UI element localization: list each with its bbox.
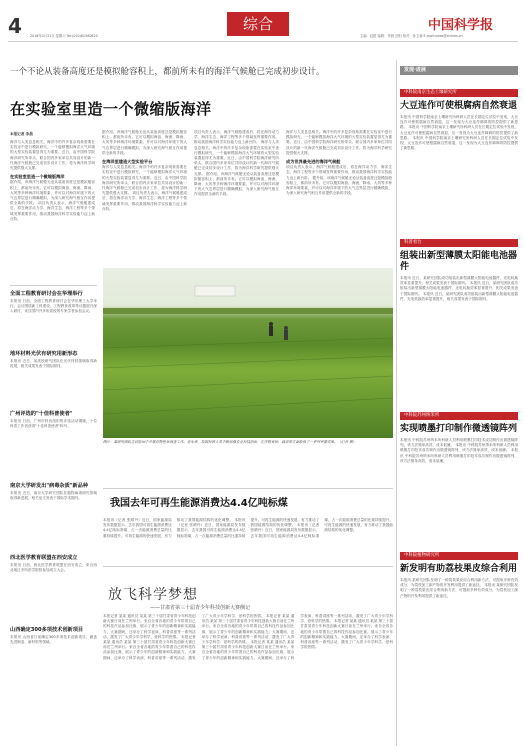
main-col-4: 海洋与人类息息相关。海洋中的许多复杂现象需要在实验室中进行模拟研究，一个能够模拟海洋大气环境的大型实验装置显得尤为重要。近日，由中国科学院海洋研究所牵头，联合国内多家单位共同设计的新一代海洋气候舱已完成初步设计工作，将为海洋科学研究提供强大支撑。 成为世界最先进的海洋气候舱 项目负责人表示，海洋气候舱建成后，将在海洋动力学、海洋生态、海洋工程等多个领域发挥重要作用，推动我国海洋科学实验能力迈上新台阶。 据介绍，该海洋气候舱无论从装备高度还是模拟舱容积上，都前所未有。它可以模拟海浪、海流、降雨、大风等多种海洋环境要素，并可以对海洋环境下的大气边界层进行精确模拟，为深入研究海气相互作用提供全新的手段。 bbox=[286, 130, 392, 196]
field-photo-scene bbox=[103, 268, 393, 438]
brief-text-1: 本报讯 日前，全面工程教育研讨会在华东理工大学举行。会议围绕新工科建设、工程教育改革等议题展开深入研讨，来自国内外多所高校的专家学者参加会议。 bbox=[10, 299, 97, 314]
main-article-author: 本报记者 李晨 bbox=[10, 132, 33, 136]
brief-text-5: 本报讯 日前，西北医学教育联盟在西安成立，来自西北地区多所医学院校参加成立大会。 bbox=[10, 563, 97, 573]
editor-line: 主编：赵路 编辑：李晨 岳阳 校对：孙玉蓉 E-mail:news@stimes.cn bbox=[360, 34, 463, 38]
main-subhead-2: 在海洋里建造大型实验平台 bbox=[102, 159, 153, 165]
brief-heading-3: 广州评选的"十佳科普使者" bbox=[10, 411, 73, 417]
bottom-divider bbox=[103, 566, 393, 567]
left-divider bbox=[10, 285, 97, 286]
header-divider bbox=[8, 41, 518, 42]
tree-line bbox=[103, 308, 393, 314]
item3-title: 实现喷墨打印制作微透镜阵列 bbox=[400, 424, 518, 434]
mid-article-body: 本报讯（记者 张晴丹）近日，国家能源局发布数据显示，去年我国可再生能源消费达4.4亿吨标准煤，占一次能源消费总量的比重持续提升。可再生能源的快速发展，有力推动了我国能源结构的优化调整。 本报讯（记者 张晴丹）近日，国家能源局发布数据显示，去年我国可再生能源消费达4.4亿吨标准煤，占一次能源消费总量的比重持续提升。可再生能源的快速发展，有力推动了我国能源结构的优化调整。 本报讯（记者 张晴丹）近日，国家能源局发布数据显示，去年我国可再生能源消费达4.4亿吨标准煤，占一次能源消费总量的比重持续提升。可再生能源的快速发展，有力推动了我国能源结构的优化调整。 bbox=[103, 518, 393, 538]
bottom-article-body: 本报记者 某某 通讯员 某某 第三十届甘肃省青少年科技创新大赛日前在兰州举行。来自全省各地的青少年带着自己的科技作品参加比赛，展示了青少年的创新精神和实践能力。大赛期间，还举办了科学表演、科普讲座等一系列活动，激发了广大青少年学科学、爱科学的热情。 本报记者 某某 通讯员 某某 第三十届甘肃省青少年科技创新大赛日前在兰州举行。来自全省各地的青少年带着自己的科技作品参加比赛，展示了青少年的创新精神和实践能力。大赛期间，还举办了科学表演、科普讲座等一系列活动，激发了广大青少年学科学、爱科学的热情。 本报记者 某某 通讯员 某某 第三十届甘肃省青少年科技创新大赛日前在兰州举行。来自全省各地的青少年带着自己的科技作品参加比赛，展示了青少年的创新精神和实践能力。大赛期间，还举办了科学表演、科普讲座等一系列活动，激发了广大青少年学科学、爱科学的热情。 本报记者 某某 通讯员 某某 第三十届甘肃省青少年科技创新大赛日前在兰州举行。来自全省各地的青少年带着自己的科技作品参加比赛，展示了青少年的创新精神和实践能力。大赛期间，还举办了科学表演、科普讲座等一系列活动，激发了广大青少年学科学、爱科学的热情。 本报记者 某某 通讯员 某某 第三十届甘肃省青少年科技创新大赛日前在兰州举行。来自全省各地的青少年带着自己的科技作品参加比赛，展示了青少年的创新精神和实践能力。大赛期间，还举办了科学表演、科普讲座等一系列活动，激发了广大青少年学科学、爱科学的热情。 bbox=[103, 614, 393, 660]
item4-body: 本报讯 某研究团队发明了一种荔枝果皮综合利用新方法，可提取多种有效成分，为荔枝加工副产物的开发利用提供了新途径。 本报讯 某研究团队发明了一种荔枝果皮综合利用新方法，可提取多种有效成分，为荔枝加工副产物的开发利用提供了新途径。 bbox=[400, 578, 518, 598]
item4-tag: 中科院植物研究所 bbox=[400, 552, 518, 560]
item2-title: 组装出新型薄膜太阳能电池器件 bbox=[400, 251, 518, 272]
date-line: 2018年4月21日 星期六 Tel:(010)62580620 bbox=[30, 34, 98, 38]
bottom-article-title: 放飞科学梦想 bbox=[108, 587, 198, 603]
brief-heading-2: 地环材料光伏有研究用新形态 bbox=[10, 351, 78, 357]
brief-text-3: 本报讯 日前，广州市科协组织的评选活动揭晓，十位科普工作者获得"十佳科普使者"称号。 bbox=[10, 419, 97, 429]
brief-heading-1: 全面工程教育研讨会在华理举行 bbox=[10, 291, 83, 297]
main-col-2: 据介绍，该海洋气候舱无论从装备高度还是模拟舱容积上，都前所未有。它可以模拟海浪、海流、降雨、大风等多种海洋环境要素，并可以对海洋环境下的大气边界层进行精确模拟，为深入研究海气相互作用提供全新的手段。 在海洋里建造大型实验平台 海洋与人类息息相关。海洋中的许多复杂现象需要在实验室中进行模拟研究，一个能够模拟海洋大气环境的大型实验装置显得尤为重要。近日，由中国科学院海洋研究所牵头，联合国内多家单位共同设计的新一代海洋气候舱已完成初步设计工作，将为海洋科学研究提供强大支撑。 项目负责人表示，海洋气候舱建成后，将在海洋动力学、海洋生态、海洋工程等多个领域发挥重要作用，推动我国海洋科学实验能力迈上新台阶。 bbox=[102, 130, 187, 211]
item1-tag: 中科院南京生态土壤研究所 bbox=[400, 89, 518, 97]
item3-body: 本报讯 中科院苏州纳米所科研人员利用喷墨打印技术成功制作出微透镜阵列，该方法简单高效，成本低廉。 本报讯 中科院苏州纳米所科研人员利用喷墨打印技术成功制作出微透镜阵列，该方法简单高效，成本低廉。 本报讯 中科院苏州纳米所科研人员利用喷墨打印技术成功制作出微透镜阵列，该方法简单高效，成本低廉。 bbox=[400, 438, 518, 463]
brief-text-6: 本报讯 山西省日前确定300多项技术创新项目，涵盖先进制造、新材料等领域。 bbox=[10, 635, 97, 645]
paper-logo: 中国科学报 bbox=[428, 18, 494, 33]
brief-heading-6: 山西确定300多项技术创新项目 bbox=[10, 627, 84, 633]
lead-text: 一个不论从装备高度还是模拟舱容积上，都前所未有的海洋气候舱已完成初步设计。 bbox=[10, 67, 325, 77]
main-article-title: 在实验室里造一个微缩版海洋 bbox=[10, 100, 212, 118]
brief-heading-5: 西北医学教育联盟在西安成立 bbox=[10, 555, 78, 561]
item4-title: 新发明有助荔枝果皮综合利用 bbox=[400, 564, 518, 574]
brief-text-2: 本报讯 近日，某高校研究团队在光伏材料领域取得新进展，相关成果发表于国际期刊。 bbox=[10, 359, 97, 369]
page-number: 4 bbox=[8, 14, 22, 38]
mid-divider bbox=[103, 488, 393, 489]
main-subhead-3: 成为世界最先进的海洋气候舱 bbox=[286, 159, 341, 165]
right-column-divider bbox=[396, 60, 397, 746]
section-tab: 综合 bbox=[227, 12, 289, 36]
brief-heading-4: 南京大学研发出"病毒杂质"新品种 bbox=[10, 483, 89, 489]
item3-tag: 中科院苏州纳米所 bbox=[400, 412, 518, 420]
item2-body: 本报讯 近日，某研究团队成功组装出新型薄膜太阳能电池器件，光电转换效率显著提升，相关成果发表于国际期刊。 本报讯 近日，某研究团队成功组装出新型薄膜太阳能电池器件，光电转换效率显著提升，相关成果发表于国际期刊。 本报讯 近日，某研究团队成功组装出新型薄膜太阳能电池器件，光电转换效率显著提升，相关成果发表于国际期刊。 bbox=[400, 276, 518, 301]
right-section-bar: 发现·进展 bbox=[400, 66, 518, 75]
main-col-3: 项目负责人表示，海洋气候舱建成后，将在海洋动力学、海洋生态、海洋工程等多个领域发挥重要作用，推动我国海洋科学实验能力迈上新台阶。 海洋与人类息息相关。海洋中的许多复杂现象需要在实验室中进行模拟研究，一个能够模拟海洋大气环境的大型实验装置显得尤为重要。近日，由中国科学院海洋研究所牵头，联合国内多家单位共同设计的新一代海洋气候舱已完成初步设计工作，将为海洋科学研究提供强大支撑。 据介绍，该海洋气候舱无论从装备高度还是模拟舱容积上，都前所未有。它可以模拟海浪、海流、降雨、大风等多种海洋环境要素，并可以对海洋环境下的大气边界层进行精确模拟，为深入研究海气相互作用提供全新的手段。 bbox=[194, 130, 279, 197]
item1-body: 本报讯 中国科学院南京土壤研究所科研人员在长期定位试验中发现，大豆连作可使根腐病自然衰退，这一发现为大豆连作障碍的防控提供了新思路。 本报讯 中国科学院南京土壤研究所科研人员在长期定位试验中发现，大豆连作可使根腐病自然衰退，这一发现为大豆连作障碍的防控提供了新思路。 本报讯 中国科学院南京土壤研究所科研人员在长期定位试验中发现，大豆连作可使根腐病自然衰退，这一发现为大豆连作障碍的防控提供了新思路。 bbox=[400, 115, 518, 151]
crop-rows bbox=[103, 338, 393, 414]
right-column bbox=[400, 66, 518, 746]
bottom-article-subtitle: ——甘肃省第三十届青少年科技创新大赛侧记 bbox=[150, 605, 251, 611]
photo-caption: 图片：某研究团队在试验田中开展作物性状调查工作。近年来，我国科研人员不断加强农业科技创新，在作物育种、栽培等方面取得了一系列重要成果。（记者 摄） bbox=[103, 440, 357, 444]
photo-credit: （记者 摄） bbox=[337, 440, 357, 444]
item2-tag: 科普看台 bbox=[400, 239, 518, 247]
main-subhead-1: 在实验室里造一个微缩版海洋 bbox=[10, 174, 65, 180]
building-shape bbox=[195, 286, 235, 296]
field-photo bbox=[103, 268, 393, 438]
person-figures bbox=[269, 322, 288, 340]
left-briefs-column bbox=[10, 290, 97, 740]
main-col-1: 海洋与人类息息相关。海洋中的许多复杂现象需要在实验室中进行模拟研究，一个能够模拟海洋大气环境的大型实验装置显得尤为重要。近日，由中国科学院海洋研究所牵头，联合国内多家单位共同设计的新一代海洋气候舱已完成初步设计工作，将为海洋科学研究提供强大支撑。 在实验室里造一个微缩版海洋 据介绍，该海洋气候舱无论从装备高度还是模拟舱容积上，都前所未有。它可以模拟海浪、海流、降雨、大风等多种海洋环境要素，并可以对海洋环境下的大气边界层进行精确模拟，为深入研究海气相互作用提供全新的手段。 项目负责人表示，海洋气候舱建成后，将在海洋动力学、海洋生态、海洋工程等多个领域发挥重要作用，推动我国海洋科学实验能力迈上新台阶。 bbox=[10, 140, 95, 221]
brief-text-4: 本报讯 近日，南京大学研究团队在植物病毒研究领域取得新进展，相关论文发表于国际学术期刊。 bbox=[10, 491, 97, 501]
item1-title: 大豆连作可使根腐病自然衰退 bbox=[400, 101, 518, 111]
mid-article-title: 我国去年可再生能源消费达4.4亿吨标煤 bbox=[110, 498, 288, 509]
